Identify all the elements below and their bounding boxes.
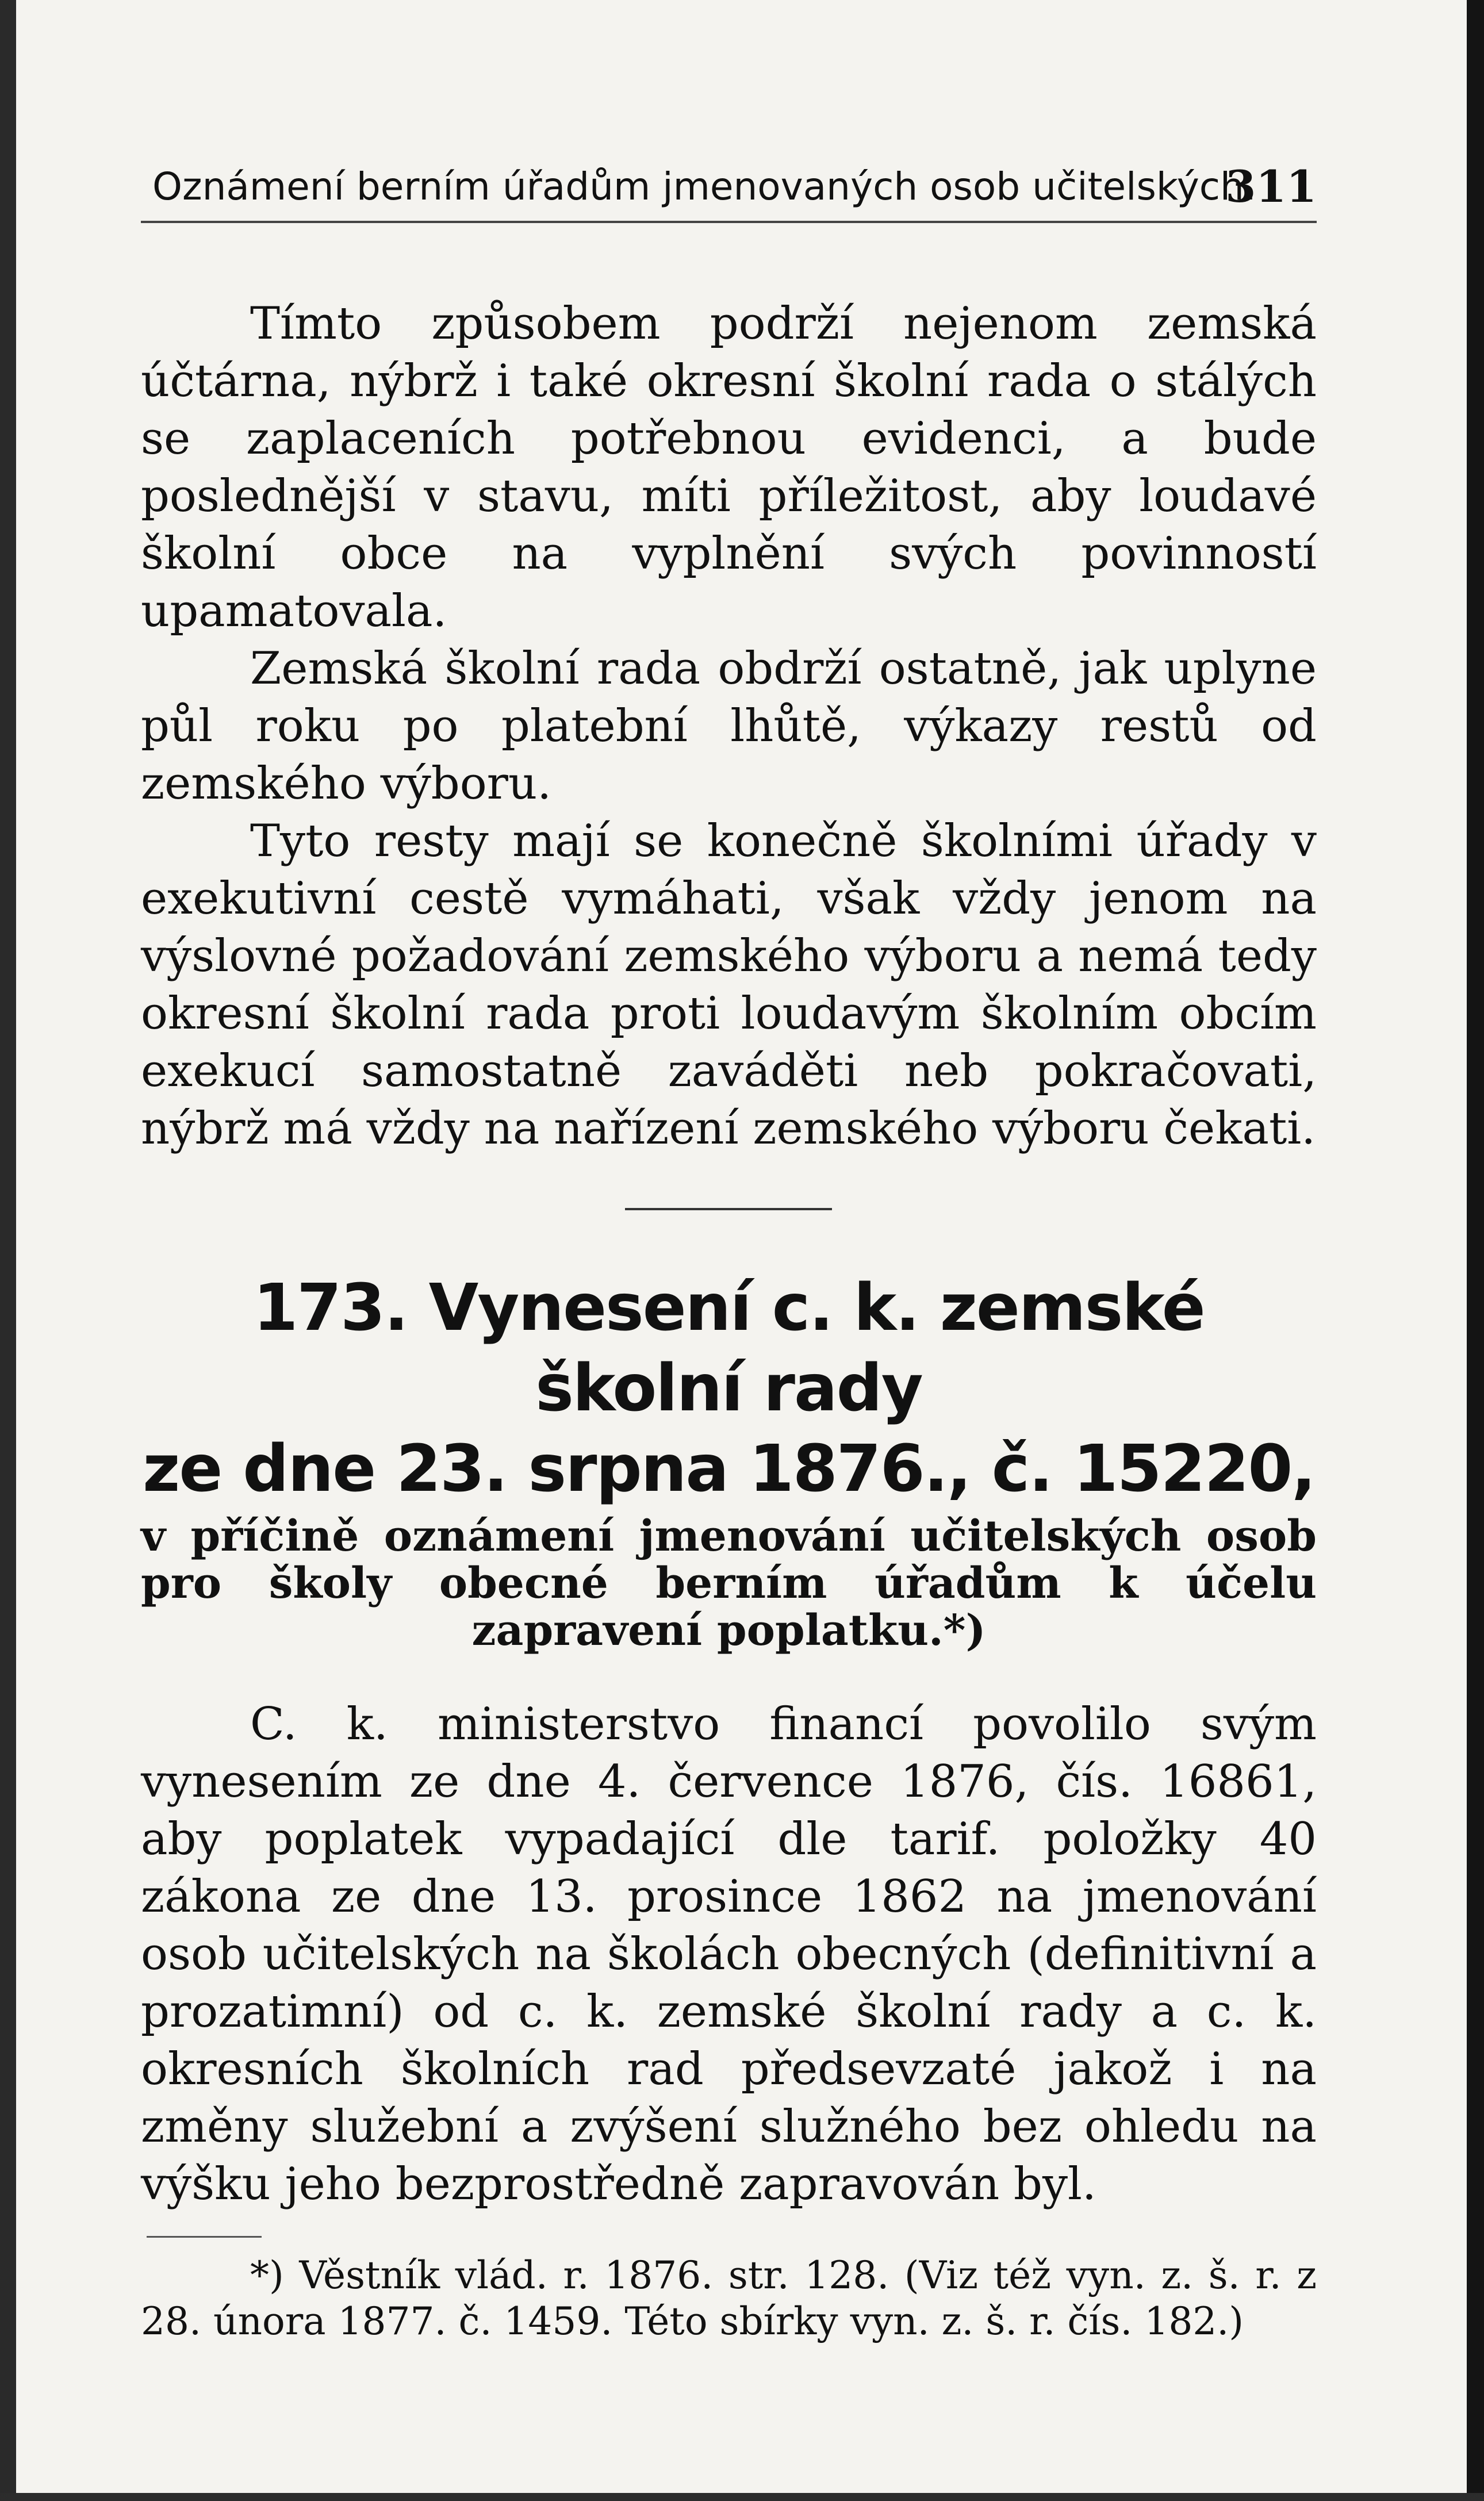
section-subheading: v příčině oznámení jmenování učitelských osob pro školy obecné berním úřadům k účelu zapravení poplatku.*) (141, 1512, 1317, 1655)
scan-border-bottom (0, 2493, 1484, 2501)
running-head-title: Oznámení berním úřadům jmenovaných osob učitelských. (152, 164, 1256, 209)
section-separator (625, 1208, 832, 1210)
running-head (141, 155, 1317, 218)
page-number: 311 (1225, 161, 1317, 212)
book-page (141, 155, 1317, 2345)
section-body: C. k. ministerstvo financí povolilo svým vynesením ze dne 4. července 1876, čís. 16861, aby poplatek vypadající dle tarif. položky 40 zákona ze dne 13. prosince 1862 na jmenování osob učitelských na školách obecných (definitivní a prozatimní) od c. k. zemské školní rady a c. k. okresních školních rad předsevzaté jakož i na změny služební a zvýšení služného bez ohledu na výšku jeho bezprostředně zapravován byl. (141, 1698, 1317, 2210)
scan-border-right (1467, 0, 1484, 2501)
paragraph-1: Tímto způsobem podrží nejenom zemská účtárna, nýbrž i také okresní školní rada o stálých se zaplaceních potřebnou evidenci, a bude poslednější v stavu, míti příležitost, aby loudavé školní obce na vyplnění svých povinností upamatovala. (141, 298, 1317, 637)
header-rule (141, 221, 1317, 223)
scan-border-left (0, 0, 16, 2501)
footnote-rule (147, 2236, 262, 2238)
paragraph-2: Zemská školní rada obdrží ostatně, jak uplyne půl roku po platební lhůtě, výkazy restů od zemského výboru. (141, 643, 1317, 810)
section-heading-line-2: ze dne 23. srpna 1876., č. 15220, (143, 1432, 1315, 1506)
section-heading-line-1: 173. Vynesení c. k. zemské školní rady (253, 1271, 1205, 1426)
footnote: *) Věstník vlád. r. 1876. str. 128. (Viz též vyn. z. š. r. z 28. února 1877. č. 1459. Této sbírky vyn. z. š. r. čís. 182.) (141, 2253, 1317, 2343)
paragraph-3: Tyto resty mají se konečně školními úřady v exekutivní cestě vymáhati, však vždy jenom na výslovné požadování zemského výboru a nemá tedy okresní školní rada proti loudavým školním obcím exekucí samostatně zaváděti neb pokračovati, nýbrž má vždy na nařízení zemského výboru čekati. (141, 815, 1317, 1154)
